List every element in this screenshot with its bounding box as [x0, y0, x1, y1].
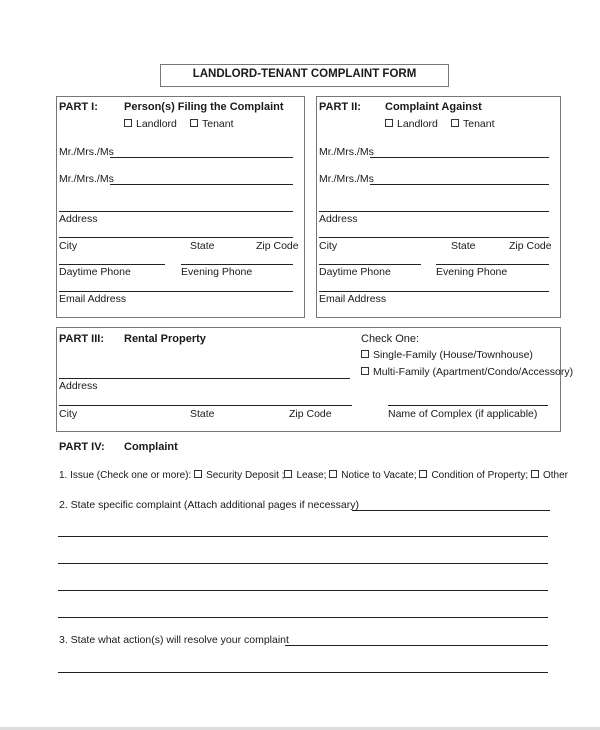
part2-email-field[interactable]: [319, 291, 549, 292]
option-label: Tenant: [202, 118, 234, 130]
resolution-field-line-1[interactable]: [285, 645, 548, 646]
part4-label: PART IV:: [59, 441, 105, 453]
part3-heading: Rental Property: [124, 333, 206, 345]
part1-zip-label: Zip Code: [256, 240, 299, 252]
part2-daytime-phone-label: Daytime Phone: [319, 266, 391, 278]
part1-heading: Person(s) Filing the Complaint: [124, 101, 284, 113]
option-label: Notice to Vacate;: [341, 470, 417, 481]
part4-heading: Complaint: [124, 441, 178, 453]
complex-name-label: Name of Complex (if applicable): [388, 408, 538, 420]
resolution-field-line-2[interactable]: [58, 672, 548, 673]
complaint-field-line-1[interactable]: [352, 510, 550, 511]
part1-landlord-checkbox[interactable]: [124, 118, 177, 130]
part2-name-label-1: Mr./Mrs./Ms: [319, 146, 374, 158]
checkbox-icon: [284, 470, 292, 478]
part2-box: [316, 96, 561, 318]
part2-label: PART II:: [319, 101, 361, 113]
part2-name-label-2: Mr./Mrs./Ms: [319, 173, 374, 185]
part1-email-field[interactable]: [59, 291, 293, 292]
part1-state-label: State: [190, 240, 215, 252]
part1-daytime-phone-label: Daytime Phone: [59, 266, 131, 278]
issue-security-deposit-checkbox[interactable]: [194, 470, 284, 481]
part2-landlord-checkbox[interactable]: [385, 118, 438, 130]
multi-family-checkbox[interactable]: [361, 366, 573, 378]
part1-daytime-phone-field[interactable]: [59, 264, 165, 265]
part3-state-label: State: [190, 408, 215, 420]
checkbox-icon: [329, 470, 337, 478]
option-label: Condition of Property;: [431, 470, 529, 481]
complaint-field-line-2[interactable]: [58, 536, 548, 537]
option-label: Security Deposit ;: [206, 470, 285, 481]
checkbox-icon: [419, 470, 427, 478]
single-family-checkbox[interactable]: [361, 349, 533, 361]
issue-row: [59, 470, 568, 481]
part2-evening-phone-label: Evening Phone: [436, 266, 508, 278]
complex-name-field[interactable]: [388, 405, 548, 406]
option-label: Landlord: [397, 118, 438, 130]
question-3-label: 3. State what action(s) will resolve your complaint: [59, 634, 289, 646]
complaint-field-line-5[interactable]: [58, 617, 548, 618]
complaint-field-line-3[interactable]: [58, 563, 548, 564]
part2-city-field[interactable]: [319, 237, 549, 238]
part2-heading: Complaint Against: [385, 101, 482, 113]
form-title: LANDLORD-TENANT COMPLAINT FORM: [192, 68, 417, 80]
part2-city-label: City: [319, 240, 338, 252]
checkbox-icon: [451, 119, 459, 127]
issue-notice-checkbox[interactable]: [329, 470, 416, 481]
issue-lease-checkbox[interactable]: [284, 470, 326, 481]
part3-address-label: Address: [59, 380, 98, 392]
checkbox-icon: [124, 119, 132, 127]
part2-evening-phone-field[interactable]: [436, 264, 549, 265]
part1-box: [56, 96, 305, 318]
checkbox-icon: [531, 470, 539, 478]
part1-city-field[interactable]: [59, 237, 293, 238]
part1-name-field-1[interactable]: [110, 157, 293, 158]
part1-name-field-2[interactable]: [110, 184, 293, 185]
part2-daytime-phone-field[interactable]: [319, 264, 421, 265]
option-label: Landlord: [136, 118, 177, 130]
checkbox-icon: [361, 367, 369, 375]
part1-email-label: Email Address: [59, 293, 127, 305]
option-label: Single-Family (House/Townhouse): [373, 349, 533, 361]
part2-name-field-2[interactable]: [370, 184, 549, 185]
part2-name-field-1[interactable]: [370, 157, 549, 158]
part1-tenant-checkbox[interactable]: [190, 118, 234, 130]
part3-check-one-label: Check One:: [361, 333, 420, 345]
part2-state-label: State: [451, 240, 476, 252]
part1-evening-phone-field[interactable]: [181, 264, 293, 265]
part1-address-field[interactable]: [59, 211, 293, 212]
checkbox-icon: [385, 119, 393, 127]
checkbox-icon: [194, 470, 202, 478]
option-label: Other: [542, 470, 568, 481]
part2-address-label: Address: [319, 213, 358, 225]
part2-email-label: Email Address: [319, 293, 387, 305]
part1-evening-phone-label: Evening Phone: [181, 266, 253, 278]
part1-address-label: Address: [59, 213, 98, 225]
part2-tenant-checkbox[interactable]: [451, 118, 495, 130]
option-label: Tenant: [463, 118, 495, 130]
issue-condition-checkbox[interactable]: [419, 470, 528, 481]
checkbox-icon: [190, 119, 198, 127]
part1-name-label-2: Mr./Mrs./Ms: [59, 173, 114, 185]
question-2-label: 2. State specific complaint (Attach additional pages if necessary): [59, 499, 359, 511]
part2-zip-label: Zip Code: [509, 240, 552, 252]
part3-address-field[interactable]: [59, 378, 350, 379]
part2-address-field[interactable]: [319, 211, 549, 212]
part1-label: PART I:: [59, 101, 98, 113]
part3-city-field[interactable]: [59, 405, 352, 406]
part3-label: PART III:: [59, 333, 105, 345]
option-label: Multi-Family (Apartment/Condo/Accessory): [373, 366, 574, 378]
part3-city-label: City: [59, 408, 78, 420]
part3-zip-label: Zip Code: [289, 408, 332, 420]
checkbox-icon: [361, 350, 369, 358]
issue-prefix: 1. Issue (Check one or more):: [59, 470, 192, 481]
issue-other-checkbox[interactable]: [531, 470, 568, 481]
complaint-field-line-4[interactable]: [58, 590, 548, 591]
option-label: Lease;: [296, 470, 327, 481]
part1-name-label-1: Mr./Mrs./Ms: [59, 146, 114, 158]
part1-city-label: City: [59, 240, 78, 252]
